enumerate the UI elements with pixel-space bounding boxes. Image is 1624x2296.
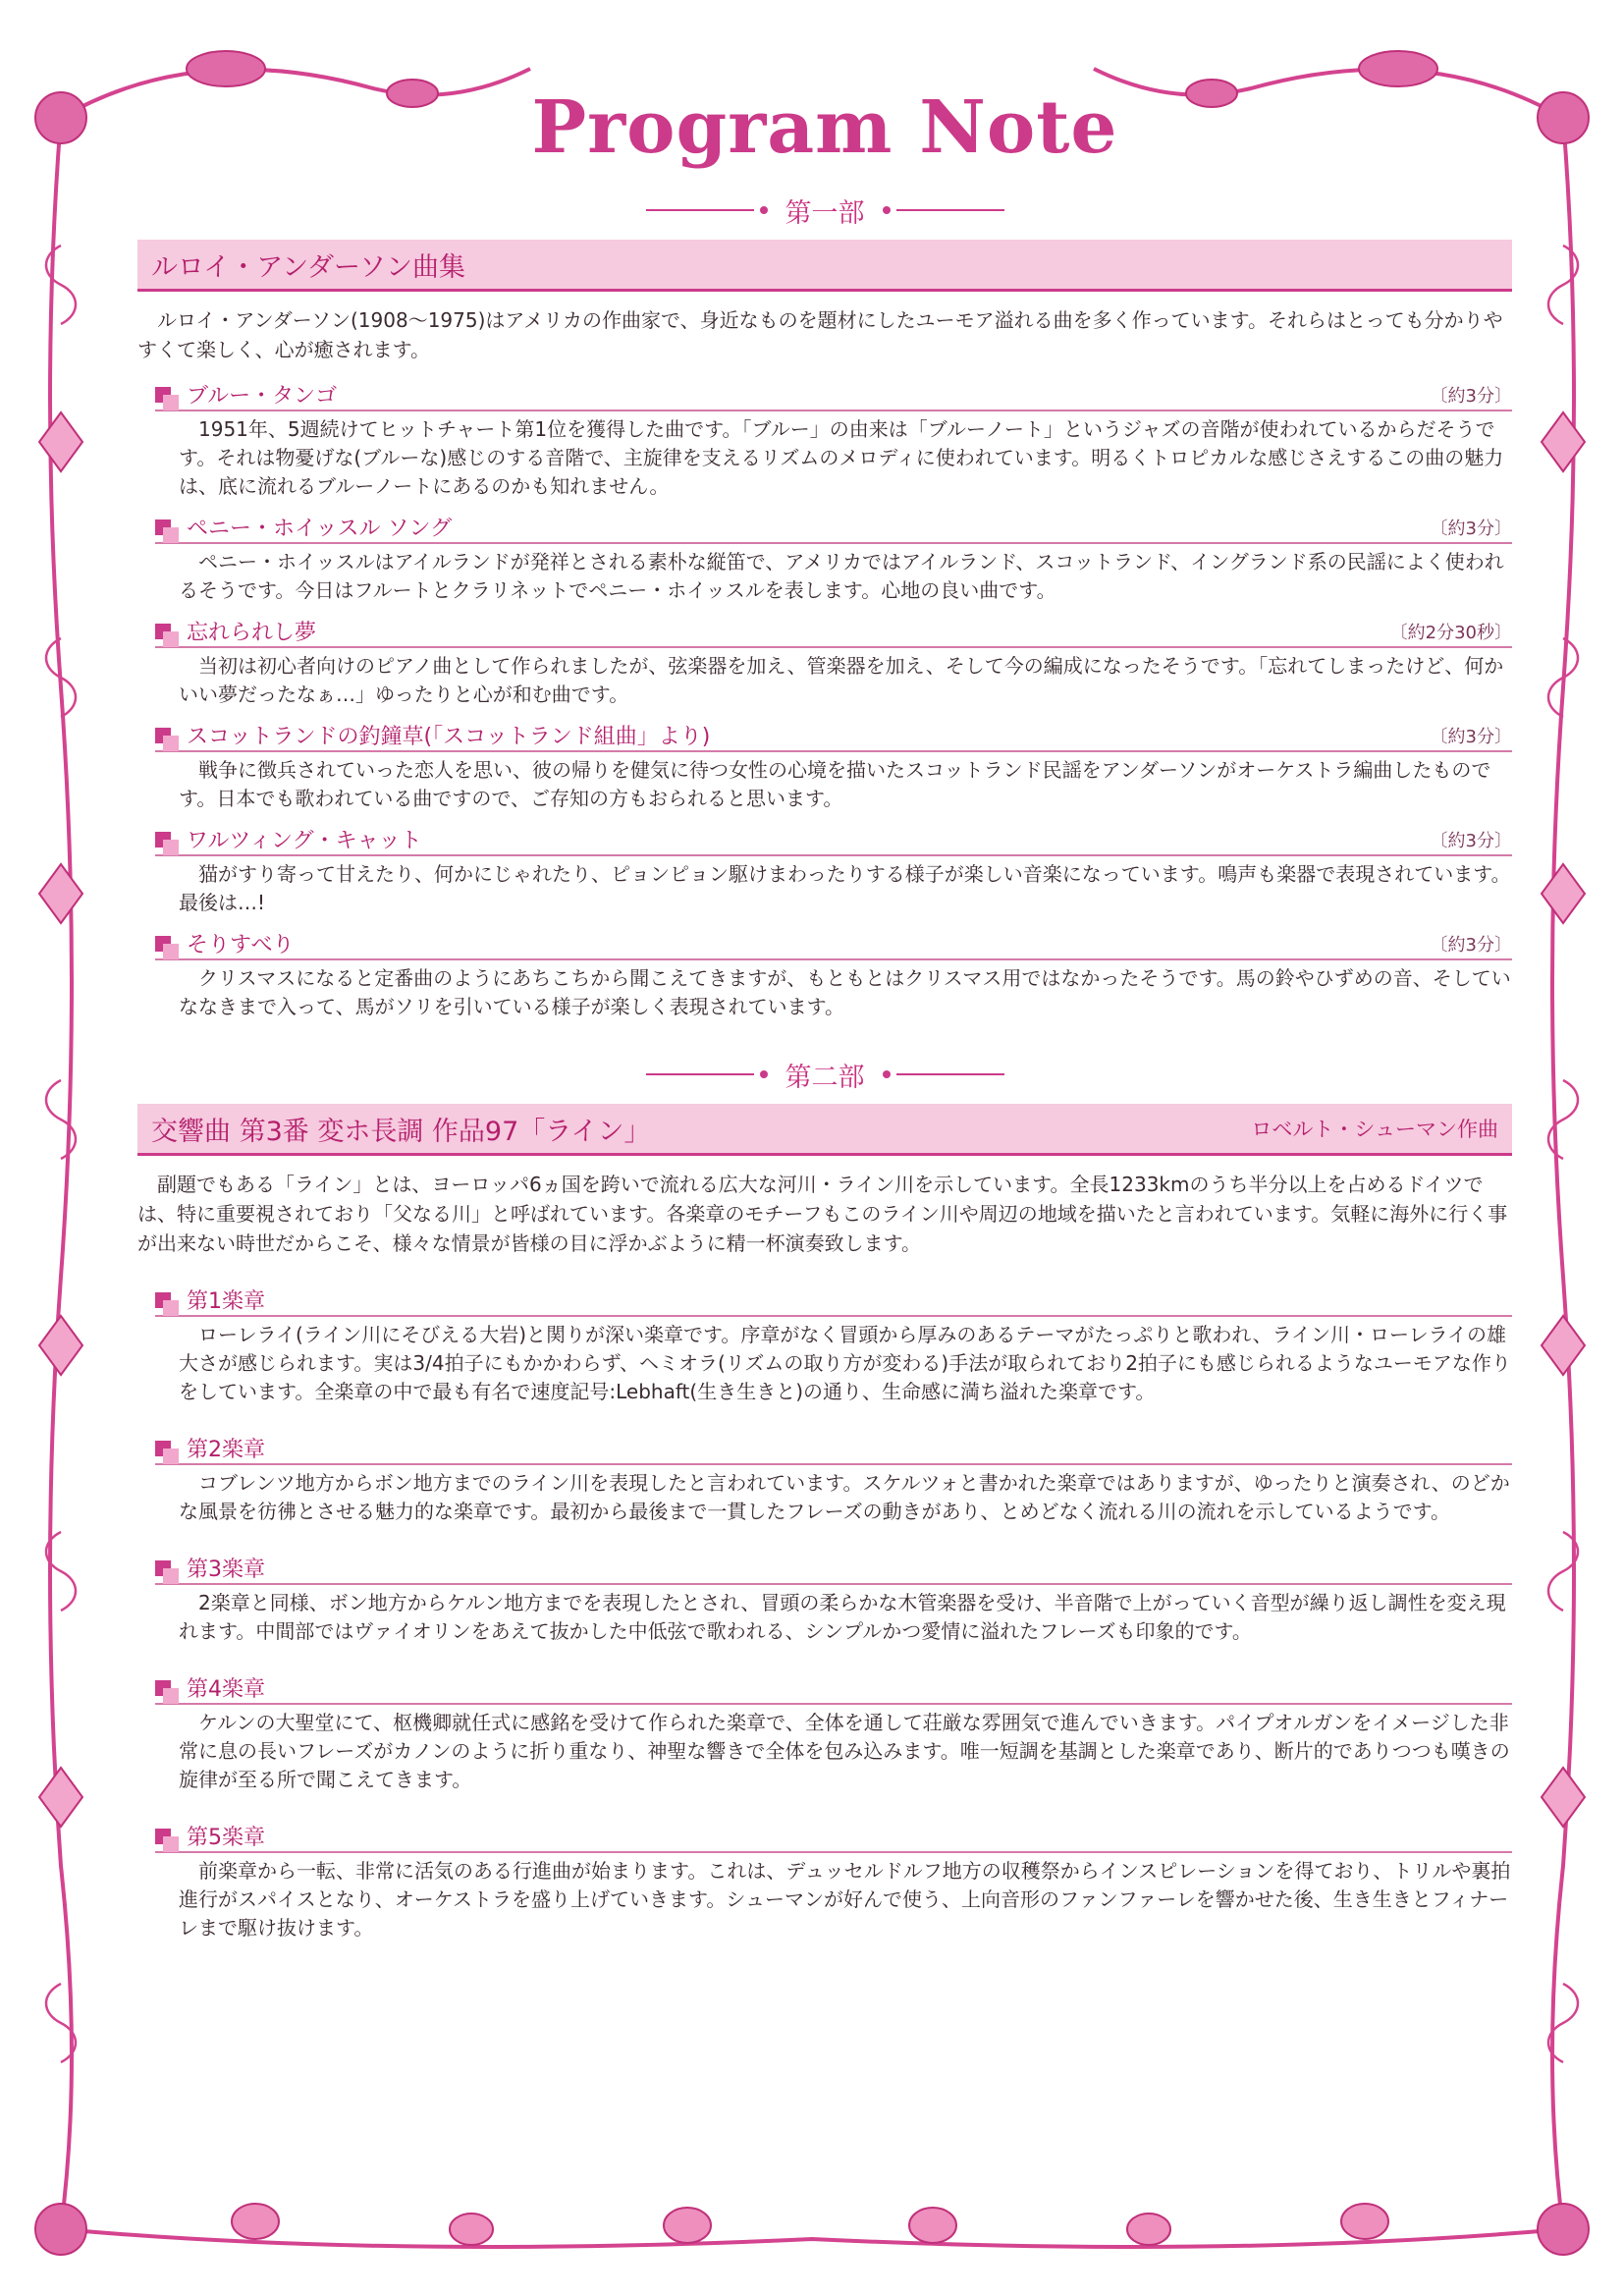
piece-header (155, 923, 1512, 960)
piece-header (155, 374, 1512, 411)
piece-item (155, 819, 1512, 917)
piece-duration: 〔約3分〕 (1430, 727, 1512, 747)
movement-item (155, 1667, 1512, 1794)
movement-item (155, 1548, 1512, 1646)
piece-title: そりすべり (187, 933, 295, 957)
piece-header (155, 507, 1512, 544)
movement-title: 第5楽章 (187, 1826, 265, 1850)
piece-description: 1951年、5週続けてヒットチャート第1位を獲得した曲です。「ブルー」の由来は「ブルーノート」というジャズの音階が使われているからだそうです。それは物憂げな(ブルーな)感じのする音階で、主旋律を支えるリズムのメロディに使われています。明るくトロピカルな感じさえするこの曲の魅力は、底に流れるブルーノートにあるのかも知れません。 (179, 417, 1504, 498)
movement-description: ローレライ(ライン川にそびえる大岩)と関りが深い楽章です。序章がなく冒頭から厚みのあるテーマがたっぷりと歌われ、ライン川・ローレライの雄大さが感じられます。実は3/4拍子にもかかわらず、ヘミオラ(リズムの取り方が変わる)手法が取られており2拍子にも感じられるようなユーモアな作りをしています。全楽章の中で最も有名で速度記号:Lebhaft(生き生きと)の通り、生命感に満ち溢れた楽章です。 (179, 1323, 1511, 1403)
piece-description: 猫がすり寄って甘えたり、何かにじゃれたり、ピョンピョン駆けまわったりする様子が楽しい音楽になっています。鳴声も楽器で表現されています。最後は…! (179, 862, 1511, 914)
bullet-square-icon (155, 387, 171, 403)
piece-header (155, 611, 1512, 648)
heading-dot (760, 206, 768, 214)
movement-description: 2楽章と同様、ボン地方からケルン地方までを表現したとされ、冒頭の柔らかな木管楽器を受け、半音階で上がっていく音型が繰り返し調性を変え現れます。中間部ではヴァイオリンをあえて抜かした中低弦で歌われる、シンプルかつ愛情に溢れたフレーズも印象的です。 (179, 1591, 1506, 1643)
heading-dot (883, 1070, 891, 1078)
movement-header (155, 1667, 1512, 1705)
bullet-square-icon (155, 728, 171, 743)
heading-rule (646, 209, 754, 211)
part1-heading (137, 191, 1512, 230)
composer-credit: ロベルト・シューマン作曲 (1251, 1118, 1498, 1141)
bullet-square-icon (155, 1292, 171, 1308)
part2-heading (137, 1055, 1512, 1094)
movement-header (155, 1280, 1512, 1317)
movement-item (155, 1428, 1512, 1526)
piece-item (155, 507, 1512, 605)
bullet-square-icon (155, 1680, 171, 1696)
piece-item (155, 374, 1512, 501)
movement-header (155, 1548, 1512, 1585)
movement-header (155, 1428, 1512, 1465)
movement-title: 第2楽章 (187, 1438, 265, 1462)
movement-title: 第3楽章 (187, 1558, 265, 1582)
piece-title: ワルツィング・キャット (187, 829, 422, 853)
movement-description: ケルンの大聖堂にて、枢機卿就任式に感銘を受けて作られた楽章で、全体を通して荘厳な雰囲気で進んでいきます。パイプオルガンをイメージした非常に息の長いフレーズがカノンのように折り重なり、神聖な響きで全体を包み込みます。唯一短調を基調とした楽章であり、断片的でありつつも嘆きの旋律が至る所で聞こえてきます。 (179, 1711, 1510, 1791)
heading-rule (896, 209, 1004, 211)
piece-header (155, 819, 1512, 856)
piece-title: ペニー・ホイッスル ソング (187, 517, 453, 541)
movement-title: 第4楽章 (187, 1677, 265, 1702)
movement-title: 第1楽章 (187, 1289, 265, 1314)
heading-rule (646, 1073, 754, 1075)
bullet-square-icon (155, 624, 171, 639)
movement-description: コブレンツ地方からボン地方までのライン川を表現したと言われています。スケルツォと書かれた楽章ではありますが、ゆったりと演奏され、のどかな風景を彷彿とさせる魅力的な楽章です。最初から最後まで一貫したフレーズの動きがあり、とめどなく流れる川の流れを示しているようです。 (179, 1471, 1510, 1523)
bullet-square-icon (155, 832, 171, 847)
heading-rule (896, 1073, 1004, 1075)
part1-heading-text: 第一部 (785, 197, 865, 229)
piece-item (155, 715, 1512, 813)
page-title: Program Note (531, 85, 1118, 170)
piece-duration: 〔約3分〕 (1430, 386, 1512, 407)
piece-duration: 〔約3分〕 (1430, 831, 1512, 851)
piece-item (155, 923, 1512, 1021)
piece-item (155, 611, 1512, 709)
bullet-square-icon (155, 519, 171, 535)
part1-intro: ルロイ・アンダーソン(1908〜1975)はアメリカの作曲家で、身近なものを題材にしたユーモア溢れる曲を多く作っています。それらはとっても分かりやすくて楽しく、心が癒されます。 (137, 308, 1503, 361)
part1-section-title: ルロイ・アンダーソン曲集 (151, 251, 465, 283)
piece-description: 戦争に徴兵されていった恋人を思い、彼の帰りを健気に待つ女性の心境を描いたスコットランド民謡をアンダーソンがオーケストラ編曲したものです。日本でも歌われている曲ですので、ご存知の方もおられると思います。 (179, 758, 1491, 810)
movement-description: 前楽章から一転、非常に活気のある行進曲が始まります。これは、デュッセルドルフ地方の収穫祭からインスピレーションを得ており、トリルや裏拍進行がスパイスとなり、オーケストラを盛り上げていきます。シューマンが好んで使う、上向音形のファンファーレを響かせた後、生き生きとフィナーレまで駆け抜けます。 (179, 1859, 1511, 1940)
piece-header (155, 715, 1512, 752)
part1-section-bar (137, 240, 1512, 292)
movement-item (155, 1280, 1512, 1406)
piece-duration: 〔約3分〕 (1430, 519, 1512, 539)
part2-section-bar (137, 1104, 1512, 1156)
piece-description: ペニー・ホイッスルはアイルランドが発祥とされる素朴な縦笛で、アメリカではアイルランド、スコットランド、イングランド系の民謡によく使われるそうです。今日はフルートとクラリネットでペニー・ホイッスルを表します。心地の良い曲です。 (179, 550, 1504, 602)
piece-description: 当初は初心者向けのピアノ曲として作られましたが、弦楽器を加え、管楽器を加え、そして今の編成になったそうです。「忘れてしまったけど、何かいい夢だったなぁ…」ゆったりと心が和む曲です。 (179, 654, 1504, 706)
piece-title: ブルー・タンゴ (187, 384, 338, 409)
bullet-square-icon (155, 1829, 171, 1844)
piece-duration: 〔約2分30秒〕 (1389, 623, 1512, 643)
heading-dot (760, 1070, 768, 1078)
movement-header (155, 1816, 1512, 1853)
piece-description: クリスマスになると定番曲のようにあちこちから聞こえてきますが、もともとはクリスマス用ではなかったそうです。馬の鈴やひずめの音、そしていななきまで入って、馬がソリを引いている様子が楽しく表現されています。 (179, 966, 1511, 1018)
piece-duration: 〔約3分〕 (1430, 935, 1512, 956)
part2-heading-text: 第二部 (785, 1062, 865, 1093)
part2-intro: 副題でもある「ライン」とは、ヨーロッパ6ヵ国を跨いで流れる広大な河川・ライン川を示しています。全長1233kmのうち半分以上を占めるドイツでは、特に重要視されており「父なる川」と呼ばれています。各楽章のモチーフもこのライン川や周辺の地域を描いたと言われています。気軽に海外に行く事が出来ない時世だからこそ、様々な情景が皆様の目に浮かぶように精一杯演奏致します。 (137, 1173, 1508, 1255)
piece-title: 忘れられし夢 (187, 621, 317, 645)
bullet-square-icon (155, 1560, 171, 1576)
part2-section-title: 交響曲 第3番 変ホ長調 作品97「ライン」 (151, 1116, 651, 1147)
movement-item (155, 1816, 1512, 1942)
heading-dot (883, 206, 891, 214)
piece-title: スコットランドの釣鐘草(「スコットランド組曲」より) (187, 725, 711, 749)
bullet-square-icon (155, 1441, 171, 1456)
program-note (137, 79, 1512, 1948)
bullet-square-icon (155, 936, 171, 952)
